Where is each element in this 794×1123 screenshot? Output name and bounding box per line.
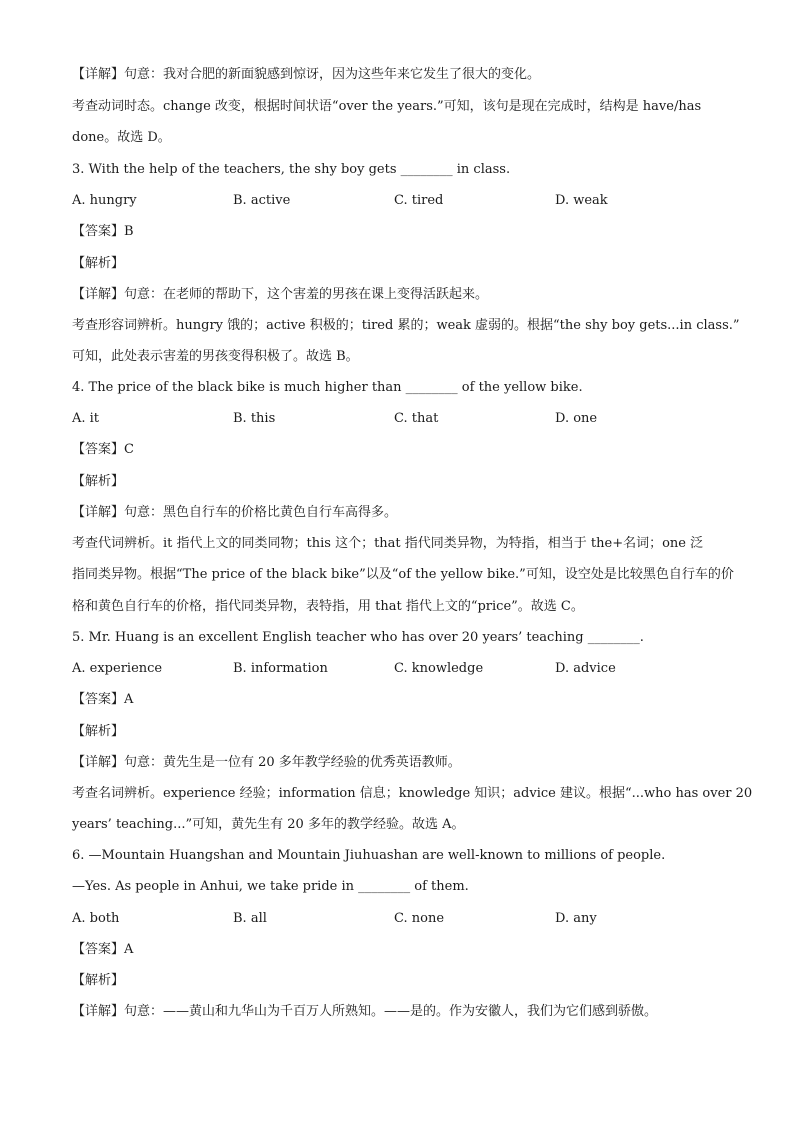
option-c: C. none <box>394 911 445 926</box>
option-a: A. hungry <box>72 193 137 208</box>
explanation-line: 【详解】句意：我对合肥的新面貌感到惊讶，因为这些年来它发生了很大的变化。 <box>72 67 541 82</box>
option-c: C. that <box>394 411 439 426</box>
explanation-line: 格和黄色自行车的价格，指代同类异物，表特指，用 that 指代上文的“price”。故选 C。 <box>72 599 584 614</box>
question-3: 3. With the help of the teachers, the shy boy gets ________ in class. <box>72 162 511 177</box>
option-c: C. tired <box>394 193 444 208</box>
option-c: C. knowledge <box>394 661 484 676</box>
analysis-label: 【解析】 <box>72 724 125 739</box>
answer-label: 【答案】C <box>72 442 134 457</box>
explanation-line: 考查名词辨析。experience 经验；information 信息；knowledge 知识；advice 建议。根据“...who has over 20 <box>72 786 753 801</box>
explanation-line: years’ teaching...”可知，黄先生有 20 多年的教学经验。故选 A。 <box>72 817 465 832</box>
option-d: D. one <box>555 411 598 426</box>
option-a: A. both <box>72 911 120 926</box>
analysis-label: 【解析】 <box>72 256 125 271</box>
option-b: B. this <box>233 411 276 426</box>
answer-label: 【答案】A <box>72 942 134 957</box>
question-5-options <box>72 660 722 678</box>
option-b: B. all <box>233 911 267 926</box>
explanation-line: 考查形容词辨析。hungry 饿的；active 积极的；tired 累的；weak 虚弱的。根据“the shy boy gets...in class.” <box>72 318 740 333</box>
explanation-line: done。故选 D。 <box>72 130 171 145</box>
question-3-options <box>72 192 722 210</box>
explanation-line: 可知，此处表示害羞的男孩变得积极了。故选 B。 <box>72 349 359 364</box>
question-6-reply: —Yes. As people in Anhui, we take pride in ________ of them. <box>72 879 469 894</box>
explanation-line: 指同类异物。根据“The price of the black bike”以及“of the yellow bike.”可知，设空处是比较黑色自行车的价 <box>72 567 734 582</box>
option-d: D. advice <box>555 661 616 676</box>
detail-line: 【详解】句意：黑色自行车的价格比黄色自行车高得多。 <box>72 505 398 520</box>
detail-line: 【详解】句意：黄先生是一位有 20 多年教学经验的优秀英语教师。 <box>72 755 461 770</box>
option-d: D. weak <box>555 193 608 208</box>
analysis-label: 【解析】 <box>72 973 125 988</box>
explanation-line: 考查动词时态。change 改变，根据时间状语“over the years.”可知，该句是现在完成时，结构是 have/has <box>72 99 702 114</box>
option-b: B. active <box>233 193 291 208</box>
detail-line: 【详解】句意：——黄山和九华山为千百万人所熟知。——是的。作为安徽人，我们为它们感到骄傲。 <box>72 1004 658 1019</box>
detail-line: 【详解】句意：在老师的帮助下，这个害羞的男孩在课上变得活跃起来。 <box>72 287 489 302</box>
option-b: B. information <box>233 661 328 676</box>
question-4: 4. The price of the black bike is much higher than ________ of the yellow bike. <box>72 380 583 395</box>
answer-label: 【答案】A <box>72 692 134 707</box>
option-a: A. it <box>72 411 100 426</box>
explanation-line: 考查代词辨析。it 指代上文的同类同物；this 这个；that 指代同类异物，为特指，相当于 the+名词；one 泛 <box>72 536 704 551</box>
question-4-options <box>72 410 722 428</box>
option-a: A. experience <box>72 661 163 676</box>
question-5: 5. Mr. Huang is an excellent English teacher who has over 20 years’ teaching ________. <box>72 630 644 645</box>
option-d: D. any <box>555 911 597 926</box>
analysis-label: 【解析】 <box>72 474 125 489</box>
question-6: 6. —Mountain Huangshan and Mountain Jiuhuashan are well-known to millions of people. <box>72 848 666 863</box>
question-6-options <box>72 910 722 928</box>
answer-label: 【答案】B <box>72 224 134 239</box>
